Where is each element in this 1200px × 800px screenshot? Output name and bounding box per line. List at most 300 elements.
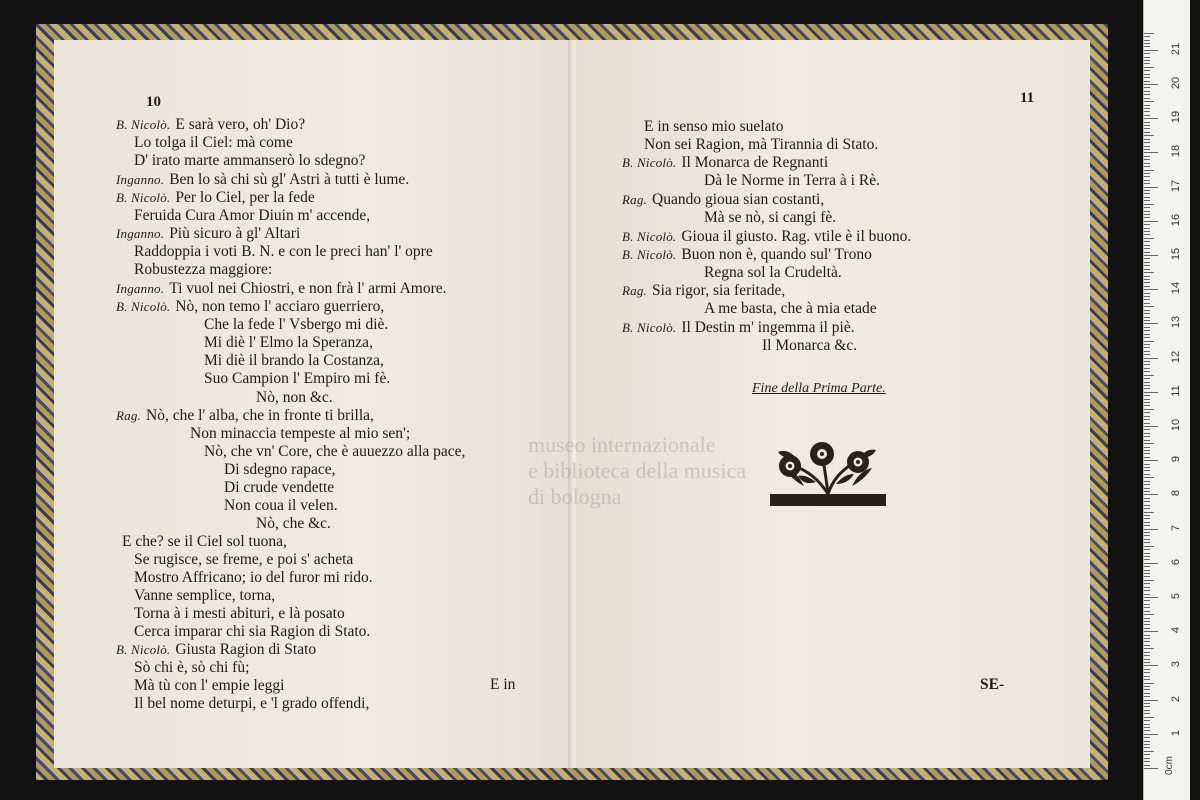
verse-text: Mi diè l' Elmo la Speranza,	[204, 334, 373, 351]
ruler-tick	[1144, 665, 1158, 666]
ruler-number: 13	[1170, 316, 1182, 329]
ruler-tick	[1144, 176, 1150, 177]
ruler-tick	[1144, 337, 1150, 338]
left-line	[204, 334, 373, 352]
speaker-name: B. Nicolò.	[116, 299, 171, 314]
left-page	[54, 40, 574, 768]
ruler-tick	[1144, 539, 1150, 540]
ruler-tick	[1144, 583, 1150, 584]
ruler-tick	[1144, 416, 1150, 417]
ruler-tick	[1144, 686, 1150, 687]
ruler-tick	[1144, 132, 1150, 133]
ruler-tick	[1144, 631, 1158, 632]
ruler-tick	[1144, 371, 1150, 372]
ruler-tick	[1144, 248, 1150, 249]
right-line	[704, 264, 842, 282]
ruler-tick	[1144, 700, 1158, 701]
ruler-tick	[1144, 173, 1150, 174]
ruler-tick	[1144, 234, 1150, 235]
ruler-tick	[1144, 689, 1150, 690]
ruler-tick	[1144, 429, 1150, 430]
watermark-line-2: e biblioteca della musica	[528, 458, 747, 483]
ruler-tick	[1144, 33, 1154, 34]
ruler-tick	[1144, 635, 1150, 636]
right-line	[704, 209, 836, 227]
left-line	[134, 207, 370, 225]
right-line	[622, 191, 824, 209]
speaker-name: B. Nicolò.	[116, 117, 171, 132]
ruler-number: 6	[1170, 558, 1182, 565]
ruler-tick	[1144, 310, 1150, 311]
ruler-tick	[1144, 734, 1158, 735]
ruler-tick	[1144, 457, 1150, 458]
left-line	[116, 298, 384, 316]
ruler-tick	[1144, 368, 1150, 369]
ruler-tick	[1144, 576, 1150, 577]
verse-text: Di sdegno rapace,	[224, 461, 336, 478]
ruler-tick	[1144, 159, 1150, 160]
verse-text: Nò, che &c.	[256, 515, 331, 532]
ruler-tick	[1144, 382, 1150, 383]
ruler-tick	[1144, 183, 1150, 184]
verse-text: Il Monarca de Regnanti	[681, 154, 829, 171]
ruler-tick	[1144, 450, 1150, 451]
ruler-tick	[1144, 84, 1158, 85]
ruler-tick	[1144, 221, 1158, 222]
watermark-line-3: di bologna	[528, 484, 622, 509]
ruler-tick	[1144, 279, 1150, 280]
ruler-tick	[1144, 258, 1150, 259]
ruler-tick	[1144, 618, 1150, 619]
ruler-tick	[1144, 713, 1150, 714]
verse-text: Quando gioua sian costanti,	[652, 191, 825, 208]
ruler-tick	[1144, 440, 1150, 441]
ruler-tick	[1144, 375, 1154, 376]
ruler-tick	[1144, 470, 1150, 471]
ruler-tick	[1144, 525, 1150, 526]
ruler-tick	[1144, 508, 1150, 509]
ruler-tick	[1144, 460, 1158, 461]
verse-text: Che la fede l' Vsbergo mi diè.	[204, 316, 389, 333]
ruler-number: 5	[1170, 592, 1182, 600]
ruler-tick	[1144, 46, 1150, 47]
ruler-tick	[1144, 641, 1150, 642]
ruler-tick	[1144, 730, 1150, 731]
ruler-tick	[1144, 553, 1150, 554]
ruler-tick	[1144, 149, 1150, 150]
ruler-number: 15	[1170, 247, 1182, 261]
ruler-tick	[1144, 170, 1154, 171]
verse-text: Mi diè il brando la Costanza,	[204, 352, 384, 369]
ruler-tick	[1144, 60, 1150, 61]
ruler-tick	[1144, 74, 1150, 75]
ruler-tick	[1144, 614, 1154, 615]
ruler-tick	[1144, 262, 1150, 263]
ruler-tick	[1144, 87, 1150, 88]
ruler-tick	[1144, 765, 1150, 766]
ruler-tick	[1144, 40, 1150, 41]
ruler-tick	[1144, 546, 1154, 547]
left-line	[134, 587, 275, 605]
ruler-tick	[1144, 252, 1150, 253]
ruler-tick	[1144, 163, 1150, 164]
ruler-tick	[1144, 535, 1150, 536]
ruler-tick	[1144, 600, 1150, 601]
verse-text: Vanne semplice, torna,	[134, 587, 276, 604]
ruler-tick	[1144, 491, 1150, 492]
left-line	[116, 641, 316, 659]
left-line	[134, 605, 345, 623]
ruler-tick	[1144, 758, 1150, 759]
ruler-tick	[1144, 498, 1150, 499]
ruler-tick	[1144, 385, 1150, 386]
ruler-tick	[1144, 426, 1158, 427]
left-line	[204, 352, 384, 370]
ruler-tick	[1144, 683, 1154, 684]
verse-text: Mostro Affricano; io del furor mi rido.	[134, 569, 373, 586]
ruler-tick	[1144, 494, 1158, 495]
verse-text: Buon non è, quando sul' Trono	[681, 246, 872, 263]
ruler-tick	[1144, 563, 1158, 564]
ruler-tick	[1144, 768, 1158, 769]
ruler-number: 11	[1170, 385, 1182, 397]
verse-text: Nò, non &c.	[256, 389, 333, 406]
verse-text: Torna à i mesti abituri, e là posato	[134, 605, 345, 622]
ruler-number: 10	[1170, 418, 1182, 432]
verse-text: Il bel nome deturpi, e 'l grado offendi,	[134, 695, 370, 712]
ruler-tick	[1144, 193, 1150, 194]
ruler-tick	[1144, 98, 1150, 99]
left-line	[224, 461, 335, 479]
ruler-tick	[1144, 94, 1150, 95]
verse-text: Nò, non temo l' acciaro guerriero,	[175, 298, 385, 315]
verse-text: Raddoppia i voti B. N. e con le preci han' l' opre	[134, 243, 433, 260]
ruler-tick	[1144, 334, 1150, 335]
ruler-tick	[1144, 724, 1150, 725]
left-line	[134, 243, 433, 261]
ruler-number: 12	[1170, 350, 1182, 363]
ruler-tick	[1144, 296, 1150, 297]
ruler-tick	[1144, 464, 1150, 465]
ruler-tick	[1144, 512, 1154, 513]
verse-text: Non minaccia tempeste al mio sen';	[190, 425, 411, 442]
ruler-tick	[1144, 293, 1150, 294]
ruler-number: 19	[1170, 111, 1182, 124]
ruler-number: 16	[1170, 213, 1182, 226]
ruler-tick	[1144, 751, 1154, 752]
speaker-name: B. Nicolò.	[622, 229, 677, 244]
ruler-tick	[1144, 228, 1150, 229]
ruler-tick	[1144, 488, 1150, 489]
ruler-number: 4	[1170, 627, 1182, 634]
ruler-tick	[1144, 323, 1158, 324]
ruler-number: 3	[1170, 661, 1182, 668]
ruler-tick	[1144, 604, 1150, 605]
verse-text: Più sicuro à gl' Altari	[169, 225, 301, 242]
ruler-tick	[1144, 741, 1150, 742]
ruler-tick	[1144, 320, 1150, 321]
ruler-number: 1	[1170, 729, 1182, 736]
ruler-tick	[1144, 676, 1150, 677]
ruler-tick	[1144, 433, 1150, 434]
speaker-name: B. Nicolò.	[622, 320, 677, 335]
ruler-tick	[1144, 522, 1150, 523]
floral-woodcut-icon	[764, 436, 892, 512]
left-line	[224, 479, 334, 497]
speaker-name: B. Nicolò.	[116, 190, 171, 205]
ruler-tick	[1144, 559, 1150, 560]
ruler-tick	[1144, 115, 1150, 116]
ruler-tick	[1144, 347, 1150, 348]
right-page	[576, 40, 1090, 768]
ruler-tick	[1144, 128, 1150, 129]
ruler-tick	[1144, 125, 1150, 126]
ruler-tick	[1144, 156, 1150, 157]
ruler-tick	[1144, 477, 1154, 478]
ruler-tick	[1144, 395, 1150, 396]
ruler-tick	[1144, 754, 1150, 755]
ruler-number: 21	[1170, 42, 1182, 55]
verse-text: Se rugisce, se freme, e poi s' acheta	[134, 551, 354, 568]
right-line	[704, 300, 877, 318]
right-line	[622, 282, 785, 300]
ruler-tick	[1144, 703, 1150, 704]
speaker-name: Inganno.	[116, 226, 165, 241]
verse-text: Sia rigor, sia feritade,	[652, 282, 786, 299]
verse-text: Feruida Cura Amor Diuin m' accende,	[134, 207, 371, 224]
ruler-tick	[1144, 241, 1150, 242]
ruler-tick	[1144, 303, 1150, 304]
ruler-tick	[1144, 720, 1150, 721]
ruler-tick	[1144, 744, 1150, 745]
verse-text: Ti vuol nei Chiostri, e non frà l' armi Amore.	[169, 280, 447, 297]
ruler-tick	[1144, 214, 1150, 215]
ruler-tick	[1144, 341, 1154, 342]
verse-text: Mà tù con l' empie leggi	[134, 677, 285, 694]
ruler-tick	[1144, 197, 1150, 198]
ruler-tick	[1144, 532, 1150, 533]
ruler-tick	[1144, 152, 1158, 153]
end-of-part-title: Fine della Prima Parte.	[752, 381, 886, 396]
ruler-tick	[1144, 747, 1150, 748]
measuring-ruler	[1143, 0, 1190, 800]
left-line	[256, 515, 331, 533]
page-number-right: 11	[1020, 90, 1035, 106]
left-line	[134, 659, 249, 677]
right-line	[762, 337, 857, 355]
ruler-tick	[1144, 669, 1150, 670]
ruler-tick	[1144, 306, 1154, 307]
ruler-tick	[1144, 392, 1158, 393]
verse-text: Ben lo sà chi sù gl' Astri à tutti è lume.	[169, 171, 410, 188]
ruler-number: 9	[1170, 456, 1182, 463]
ruler-tick	[1144, 139, 1150, 140]
ruler-tick	[1144, 405, 1150, 406]
ruler-tick	[1144, 566, 1150, 567]
speaker-name: Inganno.	[116, 172, 165, 187]
left-line	[134, 677, 284, 695]
verse-text: Nò, che vn' Core, che è auuezzo alla pace,	[204, 443, 466, 460]
ruler-number: 14	[1170, 282, 1182, 295]
ruler-tick	[1144, 238, 1154, 239]
ruler-unit: 0cm	[1163, 756, 1175, 775]
verse-text: Il Destin m' ingemma il piè.	[681, 319, 855, 336]
ruler-tick	[1144, 399, 1150, 400]
ruler-tick	[1144, 146, 1150, 147]
ruler-tick	[1144, 36, 1150, 37]
ruler-tick	[1144, 727, 1150, 728]
speaker-name: Inganno.	[116, 281, 165, 296]
ruler-tick	[1144, 672, 1150, 673]
ruler-tick	[1144, 659, 1150, 660]
verse-text: D' irato marte ammanserò lo sdegno?	[134, 152, 366, 169]
verse-text: Mà se nò, si cangi fè.	[704, 209, 837, 226]
ruler-tick	[1144, 542, 1150, 543]
ruler-tick	[1144, 696, 1150, 697]
ruler-tick	[1144, 501, 1150, 502]
ruler-tick	[1144, 255, 1158, 256]
verse-text: E sarà vero, oh' Dio?	[175, 116, 306, 133]
ruler-tick	[1144, 108, 1150, 109]
left-line	[122, 533, 287, 551]
ruler-tick	[1144, 101, 1154, 102]
verse-text: Il Monarca &c.	[762, 337, 858, 354]
ruler-tick	[1144, 388, 1150, 389]
page-number-left: 10	[146, 94, 161, 110]
ruler-tick	[1144, 529, 1158, 530]
ruler-tick	[1144, 590, 1150, 591]
left-line	[134, 134, 293, 152]
ruler-tick	[1144, 289, 1158, 290]
right-line	[644, 118, 784, 136]
ruler-tick	[1144, 710, 1150, 711]
verse-text: A me basta, che à mia etade	[704, 300, 877, 317]
ruler-tick	[1144, 648, 1154, 649]
right-line	[622, 319, 855, 337]
left-line	[256, 389, 333, 407]
ruler-tick	[1144, 81, 1150, 82]
ruler-tick	[1144, 624, 1150, 625]
left-line	[190, 425, 410, 443]
verse-text: Regna sol la Crudeltà.	[704, 264, 842, 281]
ruler-tick	[1144, 269, 1150, 270]
ruler-tick	[1144, 679, 1150, 680]
ruler-tick	[1144, 447, 1150, 448]
ruler-tick	[1144, 358, 1158, 359]
speaker-name: Rag.	[622, 283, 647, 298]
ruler-tick	[1144, 570, 1150, 571]
ruler-tick	[1144, 217, 1150, 218]
ruler-tick	[1144, 580, 1154, 581]
ruler-tick	[1144, 180, 1150, 181]
ruler-tick	[1144, 299, 1150, 300]
right-line	[622, 154, 828, 172]
ruler-tick	[1144, 453, 1150, 454]
ruler-tick	[1144, 231, 1150, 232]
ruler-tick	[1144, 652, 1150, 653]
ruler-tick	[1144, 313, 1150, 314]
verse-text: Gioua il giusto. Rag. vtile è il buono.	[681, 228, 912, 245]
ruler-tick	[1144, 484, 1150, 485]
ruler-tick	[1144, 556, 1150, 557]
ruler-number: 18	[1170, 145, 1182, 158]
left-line	[134, 695, 369, 713]
left-line	[116, 280, 447, 298]
left-line	[134, 152, 365, 170]
ruler-tick	[1144, 200, 1150, 201]
left-line	[224, 497, 338, 515]
speaker-name: Rag.	[116, 408, 141, 423]
ruler-number: 7	[1170, 524, 1182, 531]
left-line	[116, 225, 300, 243]
left-line	[134, 569, 373, 587]
verse-text: Cerca imparar chi sia Ragion di Stato.	[134, 623, 371, 640]
ruler-tick	[1144, 207, 1150, 208]
ruler-tick	[1144, 77, 1150, 78]
ruler-tick	[1144, 317, 1150, 318]
ruler-tick	[1144, 706, 1150, 707]
ruler-tick	[1144, 245, 1150, 246]
ruler-tick	[1144, 419, 1150, 420]
ruler-tick	[1144, 423, 1150, 424]
ruler-tick	[1144, 412, 1150, 413]
left-line	[116, 189, 315, 207]
ruler-tick	[1144, 272, 1154, 273]
left-line	[116, 407, 374, 425]
verse-text: Non coua il velen.	[224, 497, 338, 514]
ruler-tick	[1144, 655, 1150, 656]
ruler-tick	[1144, 327, 1150, 328]
ruler-tick	[1144, 621, 1150, 622]
ruler-number: 8	[1170, 490, 1182, 497]
left-line	[134, 551, 353, 569]
ruler-tick	[1144, 611, 1150, 612]
left-line	[134, 261, 272, 279]
verse-text: Dà le Norme in Terra à i Rè.	[704, 172, 880, 189]
ruler-tick	[1144, 518, 1150, 519]
ruler-tick	[1144, 286, 1150, 287]
verse-text: E che? se il Ciel sol tuona,	[122, 533, 287, 550]
ruler-tick	[1144, 190, 1150, 191]
left-line	[204, 443, 465, 461]
ruler-tick	[1144, 638, 1150, 639]
ruler-tick	[1144, 573, 1150, 574]
ruler-tick	[1144, 282, 1150, 283]
right-line	[622, 246, 872, 264]
verse-text: Non sei Ragion, mà Tirannia di Stato.	[644, 136, 879, 153]
ruler-tick	[1144, 436, 1150, 437]
verse-text: Di crude vendette	[224, 479, 335, 496]
ruler-tick	[1144, 443, 1154, 444]
verse-text: Lo tolga il Ciel: mà come	[134, 134, 293, 151]
ruler-tick	[1144, 354, 1150, 355]
ruler-tick	[1144, 276, 1150, 277]
right-line	[704, 172, 880, 190]
ruler-tick	[1144, 135, 1154, 136]
ruler-tick	[1144, 717, 1154, 718]
speaker-name: B. Nicolò.	[622, 155, 677, 170]
ruler-tick	[1144, 211, 1150, 212]
ruler-tick	[1144, 118, 1158, 119]
ruler-tick	[1144, 505, 1150, 506]
ruler-tick	[1144, 737, 1150, 738]
left-line	[204, 370, 390, 388]
verse-text: Giusta Ragion di Stato	[175, 641, 317, 658]
ruler-tick	[1144, 364, 1150, 365]
left-line	[116, 171, 409, 189]
right-line	[622, 228, 911, 246]
verse-text: Per lo Ciel, per la fede	[175, 189, 315, 206]
